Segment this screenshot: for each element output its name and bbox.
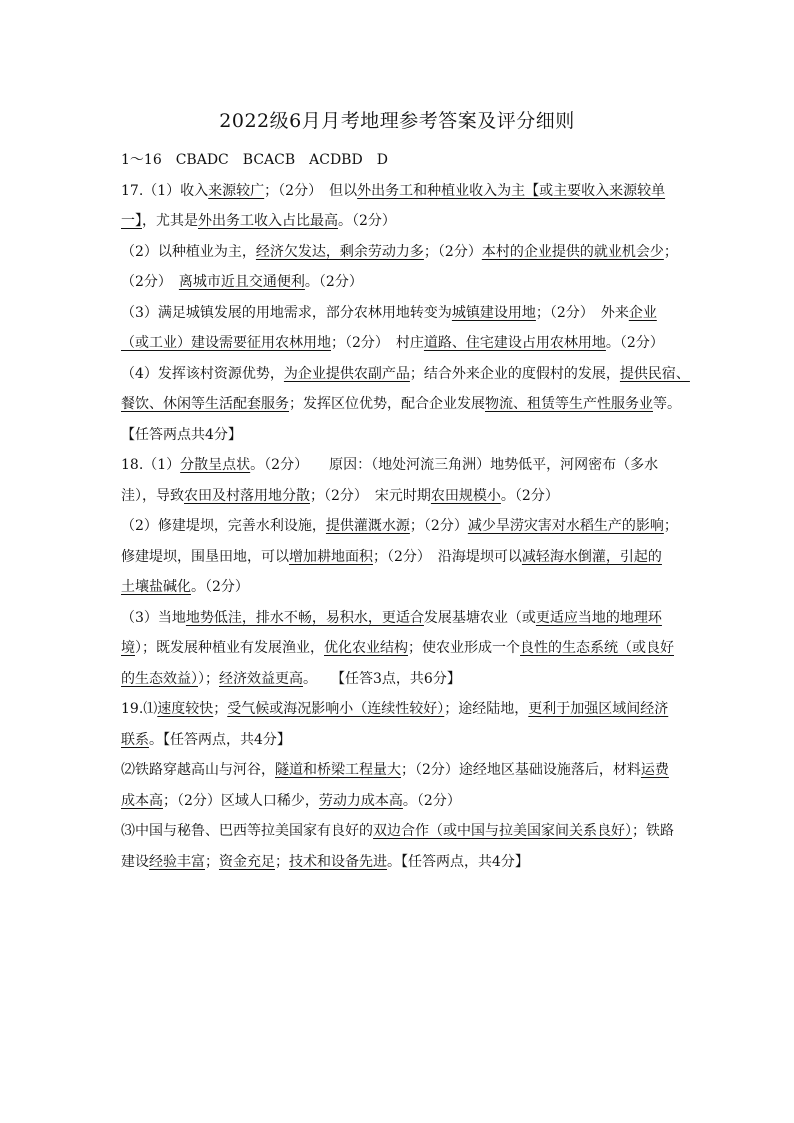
q18-line-6: （3）当地地势低洼，排水不畅，易积水，更适合发展基塘农业（或更适应当地的地理环	[121, 609, 662, 626]
q17-line-4: （2分） 离城市近且交通便利。（2分）	[121, 274, 363, 290]
q18-line-4: 修建堤坝，围垦田地，可以增加耕地面积；（2分） 沿海堤坝可以减轻海水倒灌，引起的	[121, 548, 662, 565]
q17-line-7: （4）发挥该村资源优势，为企业提供农副产品；结合外来企业的度假村的发展，提供民宿、	[121, 365, 690, 382]
q19-line-6: 建设经验丰富；资金充足；技术和设备先进。【任答两点，共4分】	[121, 853, 529, 870]
q18-line-1: 18.（1）分散呈点状。（2分） 原因：（地处河流三角洲）地势低平，河网密布（多水	[121, 457, 659, 473]
q17-line-3: （2）以种植业为主，经济欠发达，剩余劳动力多；（2分）本村的企业提供的就业机会少；	[121, 243, 678, 260]
q18-line-3: （2）修建堤坝，完善水利设施，提供灌溉水源；（2分）减少旱涝灾害对水稻生产的影响；	[121, 518, 678, 534]
q19-line-2: 联系。【任答两点，共4分】	[121, 731, 291, 748]
q17-line-8: 餐饮、休闲等生活配套服务；发挥区位优势，配合企业发展物流、租赁等生产性服务业等。	[121, 396, 681, 412]
q19-line-3: ⑵铁路穿越高山与河谷，隧道和桥梁工程量大；（2分）途经地区基础设施落后，材料运费	[121, 762, 669, 778]
q17-line-2: 一】，尤其是外出务工收入占比最高。（2分）	[121, 213, 396, 229]
q19-line-1: 19.⑴速度较快；受气候或海况影响小（连续性较好）；途经陆地，更利于加强区域间经济	[121, 701, 669, 717]
q18-line-8: 的生态效益））；经济效益更高。 【任答3点，共6分】	[121, 670, 461, 687]
multiple-choice-answers: 1～16 CBADC BCACB ACDBD D	[121, 152, 388, 168]
answer-body	[121, 145, 690, 877]
q17-line-5: （3）满足城镇发展的用地需求，部分农林用地转变为城镇建设用地；（2分） 外来企业	[121, 304, 657, 321]
q19-line-4: 成本高；（2分）区域人口稀少，劳动力成本高。（2分）	[121, 792, 461, 809]
q17-line-1: 17.（1）收入来源较广；（2分） 但以外出务工和种植业收入为主【或主要收入来源较单	[121, 182, 666, 199]
page-title: 2022级6月月考地理参考答案及评分细则	[219, 110, 575, 132]
q18-line-5: 土壤盐碱化。（2分）	[121, 579, 249, 595]
q19-line-5: ⑶中国与秘鲁、巴西等拉美国家有良好的双边合作（或中国与拉美国家间关系良好）；铁路	[121, 823, 674, 839]
q18-line-7: 境）；既发展种植业有发展渔业，优化农业结构；使农业形成一个良性的生态系统（或良好	[121, 640, 674, 656]
q17-line-6: （或工业）建设需要征用农林用地；（2分） 村庄道路、住宅建设占用农林用地。（2分）	[121, 335, 664, 351]
q18-line-2: 洼），导致农田及村落用地分散；（2分） 宋元时期农田规模小。（2分）	[121, 487, 559, 504]
q17-scoring-note: 【任答两点共4分】	[121, 426, 242, 443]
